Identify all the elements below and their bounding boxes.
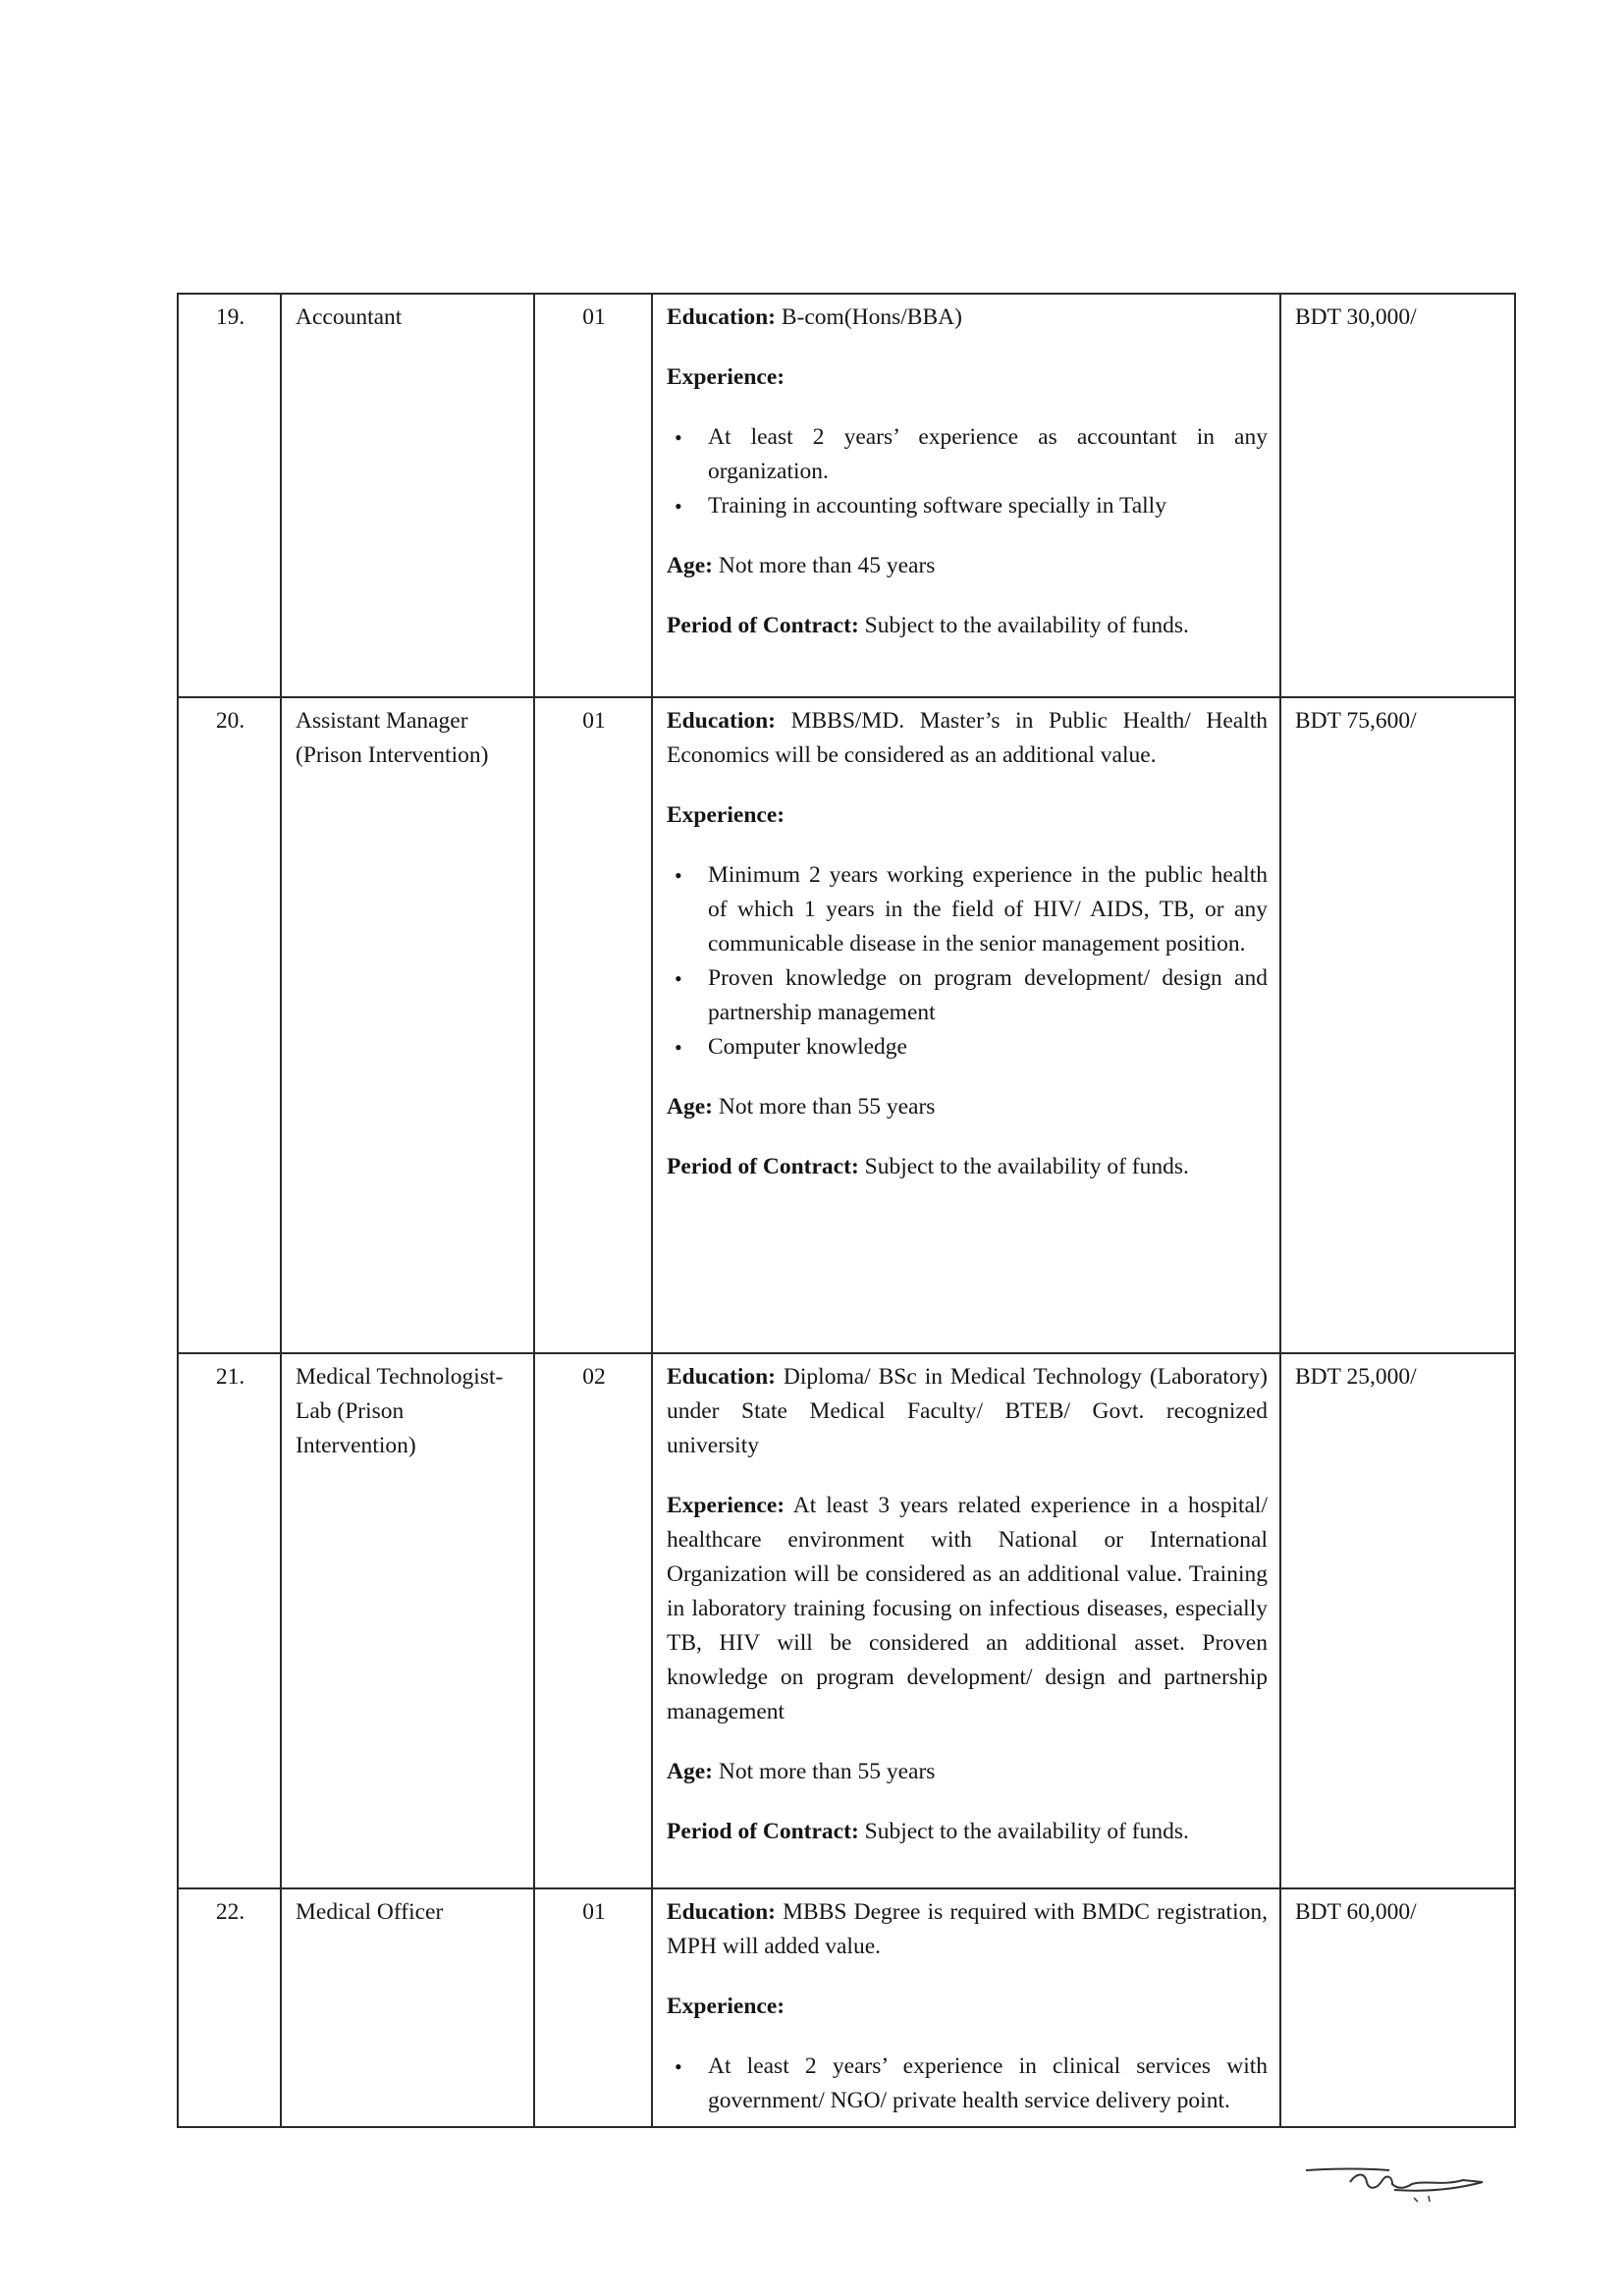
experience-list xyxy=(667,420,1268,523)
education-label: Education: xyxy=(667,1899,776,1925)
education-text: B-com(Hons/BBA) xyxy=(776,304,962,330)
experience-line xyxy=(667,1489,1268,1729)
period-label: Period of Contract: xyxy=(667,1819,859,1844)
position-title: Assistant Manager (Prison Intervention) xyxy=(281,697,534,1353)
experience-text: At least 3 years related experience in a hospital/ healthcare environment with National or International Organization will be considered as an additional value. Training in laboratory training focusing on infectious diseases, especially TB, HIV will be considered an additional asset. Proven knowledge on program development/ design and partnership management xyxy=(667,1493,1268,1724)
education-label: Education: xyxy=(667,304,776,330)
list-item: • Proven knowledge on program development/ design and partnership management xyxy=(708,961,1268,1030)
list-item: • Computer knowledge xyxy=(708,1030,1268,1065)
experience-heading: Experience: xyxy=(667,1994,785,2019)
position-quantity: 02 xyxy=(534,1353,652,1888)
handwritten-signature xyxy=(1296,2151,1512,2210)
period-line xyxy=(667,1150,1268,1184)
requirements-cell xyxy=(652,1353,1280,1888)
table-row xyxy=(178,294,1515,697)
education-line xyxy=(667,301,1268,335)
experience-list xyxy=(667,858,1268,1065)
position-title: Accountant xyxy=(281,294,534,697)
job-requirements-table xyxy=(177,293,1516,2128)
period-line xyxy=(667,609,1268,643)
list-item: • At least 2 years’ experience in clinical services with government/ NGO/ private health service delivery point. xyxy=(708,2050,1268,2118)
salary: BDT 25,000/ xyxy=(1280,1353,1515,1888)
requirements-cell xyxy=(652,697,1280,1353)
age-line xyxy=(667,1090,1268,1124)
age-label: Age: xyxy=(667,553,713,578)
serial-number: 19. xyxy=(178,294,281,697)
requirements-cell xyxy=(652,294,1280,697)
list-item: • Minimum 2 years working experience in the public health of which 1 years in the field of HIV/ AIDS, TB, or any communicable disease in the senior management position. xyxy=(708,858,1268,961)
age-line xyxy=(667,549,1268,583)
age-label: Age: xyxy=(667,1094,713,1120)
serial-number: 21. xyxy=(178,1353,281,1888)
age-line xyxy=(667,1755,1268,1789)
table-row xyxy=(178,1888,1515,2127)
education-label: Education: xyxy=(667,708,776,734)
period-label: Period of Contract: xyxy=(667,613,859,638)
education-text: MBBS Degree is required with BMDC registration, MPH will added value. xyxy=(667,1899,1268,1959)
age-text: Not more than 55 years xyxy=(712,1759,936,1784)
education-text: MBBS/MD. Master’s in Public Health/ Health Economics will be considered as an additional value. xyxy=(667,708,1268,768)
age-text: Not more than 45 years xyxy=(712,553,936,578)
education-text: Diploma/ BSc in Medical Technology (Laboratory) under State Medical Faculty/ BTEB/ Govt. recognized university xyxy=(667,1364,1268,1458)
period-line xyxy=(667,1815,1268,1849)
list-item: • Training in accounting software specially in Tally xyxy=(708,489,1268,523)
list-item: • At least 2 years’ experience as accountant in any organization. xyxy=(708,420,1268,489)
education-line xyxy=(667,1360,1268,1463)
period-text: Subject to the availability of funds. xyxy=(858,1819,1189,1844)
serial-number: 20. xyxy=(178,697,281,1353)
experience-label: Experience: xyxy=(667,1493,785,1518)
period-text: Subject to the availability of funds. xyxy=(858,1154,1189,1179)
serial-number: 22. xyxy=(178,1888,281,2127)
salary: BDT 30,000/ xyxy=(1280,294,1515,697)
position-quantity: 01 xyxy=(534,1888,652,2127)
salary: BDT 60,000/ xyxy=(1280,1888,1515,2127)
salary: BDT 75,600/ xyxy=(1280,697,1515,1353)
position-quantity: 01 xyxy=(534,697,652,1353)
table-row xyxy=(178,1353,1515,1888)
position-title: Medical Officer xyxy=(281,1888,534,2127)
position-quantity: 01 xyxy=(534,294,652,697)
education-label: Education: xyxy=(667,1364,776,1390)
experience-heading: Experience: xyxy=(667,364,785,390)
period-text: Subject to the availability of funds. xyxy=(858,613,1189,638)
education-line xyxy=(667,1895,1268,1964)
age-label: Age: xyxy=(667,1759,713,1784)
experience-list xyxy=(667,2050,1268,2118)
period-label: Period of Contract: xyxy=(667,1154,859,1179)
education-line xyxy=(667,704,1268,773)
age-text: Not more than 55 years xyxy=(712,1094,936,1120)
experience-heading: Experience: xyxy=(667,802,785,828)
table-row xyxy=(178,697,1515,1353)
requirements-cell xyxy=(652,1888,1280,2127)
position-title: Medical Technologist- Lab (Prison Intervention) xyxy=(281,1353,534,1888)
